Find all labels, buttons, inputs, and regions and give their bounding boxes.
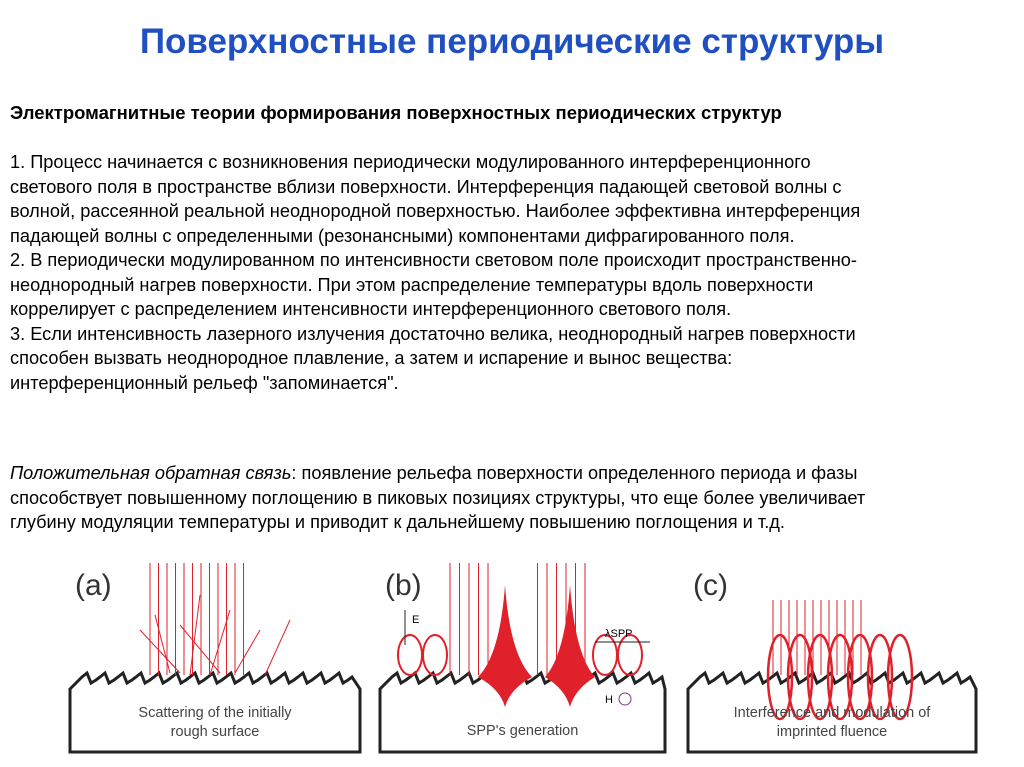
feedback-line-1 [10, 463, 857, 484]
slide-title: Поверхностные периодические структуры [139, 22, 885, 61]
panel-caption: rough surface [170, 724, 260, 740]
feedback-line-3: глубину модуляции температуры и приводит к дальнейшему повышению поглощения и т.д. [10, 512, 785, 532]
panel-label: (c) [693, 569, 728, 602]
scattered-ray [190, 595, 200, 675]
section-heading: Электромагнитные теории формирования поверхностных периодических структур [10, 102, 782, 123]
body-line: светового поля в пространстве вблизи поверхности. Интерференция падающей световой волны с [10, 176, 842, 197]
body-line: 1. Процесс начинается с возникновения периодически модулированного интерференционного [10, 152, 811, 172]
body-line: способен вызвать неоднородное плавление, а затем и испарение и вынос вещества: [10, 348, 733, 368]
scattered-ray [265, 620, 290, 675]
feedback-line-2: способствует повышенному поглощению в пиковых позициях структуры, что еще более увеличивает [10, 488, 866, 508]
spp-loop [398, 635, 422, 675]
h-label: H [605, 694, 613, 706]
scattered-ray [235, 630, 260, 673]
body-line: неоднородный нагрев поверхности. При этом распределение температуры вдоль поверхности [10, 274, 814, 295]
spp-loop [423, 635, 447, 675]
panel-caption: imprinted fluence [776, 724, 888, 740]
scattered-ray [140, 630, 180, 673]
panel-caption: SPP's generation [466, 723, 579, 739]
body-line: коррелирует с распределением интенсивности интерференционного светового поля. [10, 299, 732, 319]
body-line: 2. В периодически модулированном по интенсивности световом поле происходит пространственно- [10, 250, 857, 270]
panel-label: (b) [385, 569, 422, 602]
body-line: 3. Если интенсивность лазерного излучения достаточно велика, неоднородный нагрев поверхности [10, 323, 856, 344]
scattered-ray [155, 615, 170, 673]
spp-loop [618, 635, 642, 675]
body-line: падающей волны с определенными (резонансными) компонентами дифрагированного поля. [10, 225, 795, 246]
panel-caption: Scattering of the initially [138, 705, 292, 721]
lipss-figure [60, 555, 1020, 767]
spp-loop [593, 635, 617, 675]
feedback-term: Положительная обратная связь [10, 463, 292, 483]
surface-b [380, 673, 665, 752]
scattered-ray [180, 625, 220, 673]
panel-caption: Interference and modulation of [733, 705, 931, 721]
feedback-text: : появление рельефа поверхности определенного периода и фазы [291, 463, 858, 483]
body-line: интерференционный рельеф "запоминается". [10, 372, 399, 393]
lambda-label: λSPP [605, 628, 633, 640]
e-label: E [412, 614, 420, 626]
body-line: волной, рассеянной реальной неоднородной поверхностью. Наиболее эффективна интерференция [10, 201, 861, 221]
panel-label: (a) [75, 569, 112, 602]
